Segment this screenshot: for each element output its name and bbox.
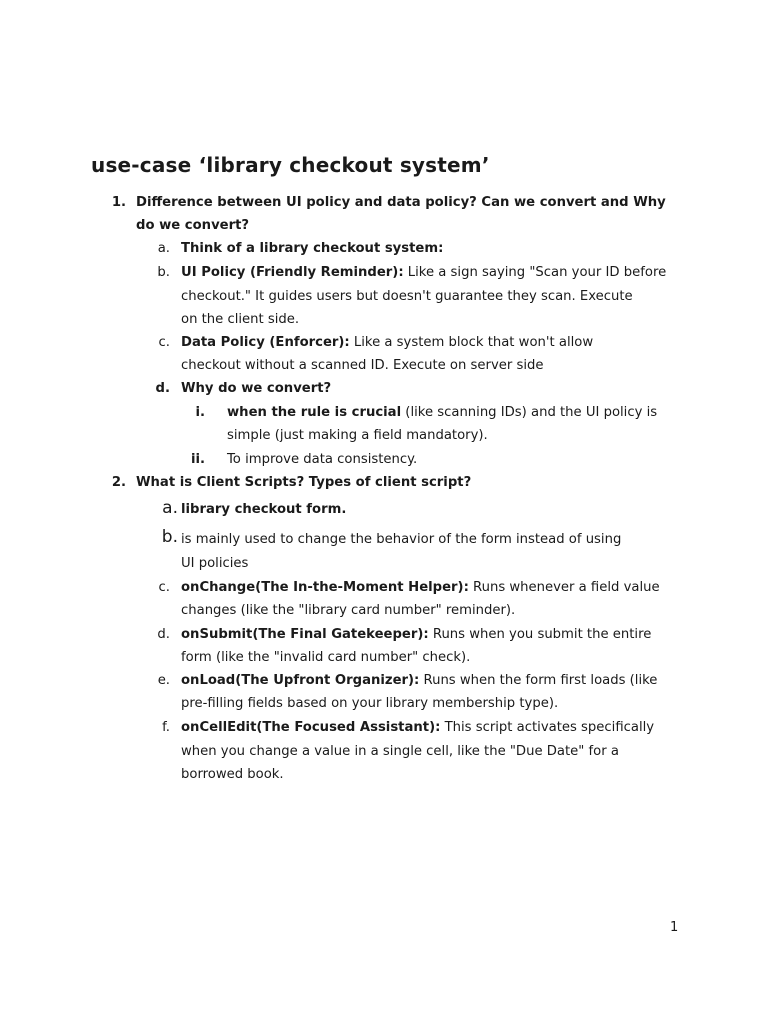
q2-c-marker: c. — [158, 580, 170, 595]
q2-b-line1: is mainly used to change the behavior of the form instead of using — [181, 532, 622, 547]
page-title: use-case ‘library checkout system’ — [91, 153, 490, 177]
q2-e-line2: pre-filling fields based on your library membership type). — [181, 696, 559, 711]
q2-c-line2: changes (like the "library card number" reminder). — [181, 603, 516, 618]
q1-i-line2: simple (just making a field mandatory). — [227, 428, 488, 443]
q1-c-line2: checkout without a scanned ID. Execute on server side — [181, 358, 544, 373]
q2-f-line3: borrowed book. — [181, 767, 284, 782]
q2-b-marker: b. — [161, 527, 178, 547]
q1-c-rest: Like a system block that won't allow — [349, 335, 594, 350]
q2-e-marker: e. — [157, 673, 170, 688]
q2-c-bold: onChange(The In-the-Moment Helper): — [181, 580, 469, 595]
q2-d-line2: form (like the "invalid card number" check). — [181, 650, 471, 665]
q2-b-line2: UI policies — [181, 556, 249, 571]
q2-f-marker: f. — [162, 720, 170, 735]
q2-d-line1 — [181, 623, 678, 647]
q1-a-text: Think of a library checkout system: — [181, 241, 444, 256]
q1-b-line1 — [181, 261, 678, 285]
q2-a-marker: a. — [162, 498, 178, 518]
q2-number: 2. — [111, 475, 126, 490]
q2-c-rest: Runs whenever a field value — [468, 580, 660, 595]
q1-c-marker: c. — [158, 335, 170, 350]
q2-e-line1 — [181, 669, 678, 693]
q2-d-rest: Runs when you submit the entire — [428, 627, 652, 642]
q1-d-marker: d. — [155, 381, 170, 396]
q1-b-line2: checkout." It guides users but doesn't guarantee they scan. Execute — [181, 289, 633, 304]
q2-c-line1 — [181, 576, 678, 600]
q2-d-bold: onSubmit(The Final Gatekeeper): — [181, 627, 429, 642]
q1-number: 1. — [111, 195, 126, 210]
q1-i-bold: when the rule is crucial — [227, 405, 402, 420]
q2-f-line1 — [181, 716, 678, 740]
q2-f-bold: onCellEdit(The Focused Assistant): — [181, 720, 441, 735]
q1-a-marker: a. — [157, 241, 170, 256]
q2-f-line2: when you change a value in a single cell, like the "Due Date" for a — [181, 744, 619, 759]
q2-a-text: library checkout form. — [181, 502, 347, 517]
q1-i-line1 — [227, 401, 678, 425]
q1-i-rest: (like scanning IDs) and the UI policy is — [401, 405, 658, 420]
q1-b-line3: on the client side. — [181, 312, 300, 327]
q1-b-bold: UI Policy (Friendly Reminder): — [181, 265, 404, 280]
q1-question-line1: Difference between UI policy and data policy? Can we convert and Why — [136, 195, 666, 210]
q2-e-rest: Runs when the form first loads (like — [419, 673, 658, 688]
q2-question: What is Client Scripts? Types of client script? — [136, 475, 472, 490]
q1-b-rest: Like a sign saying "Scan your ID before — [403, 265, 667, 280]
q1-d-text: Why do we convert? — [181, 381, 332, 396]
q1-c-bold: Data Policy (Enforcer): — [181, 335, 350, 350]
q1-ii-marker: ii. — [190, 452, 205, 467]
q2-e-bold: onLoad(The Upfront Organizer): — [181, 673, 420, 688]
q1-b-marker: b. — [157, 265, 170, 280]
q1-ii-text: To improve data consistency. — [227, 452, 418, 467]
q2-d-marker: d. — [157, 627, 170, 642]
q1-i-marker: i. — [195, 405, 205, 420]
q1-c-line1 — [181, 331, 678, 355]
q1-question-line2: do we convert? — [136, 218, 250, 233]
q2-f-rest: This script activates specifically — [440, 720, 655, 735]
page-number: 1 — [670, 920, 679, 935]
